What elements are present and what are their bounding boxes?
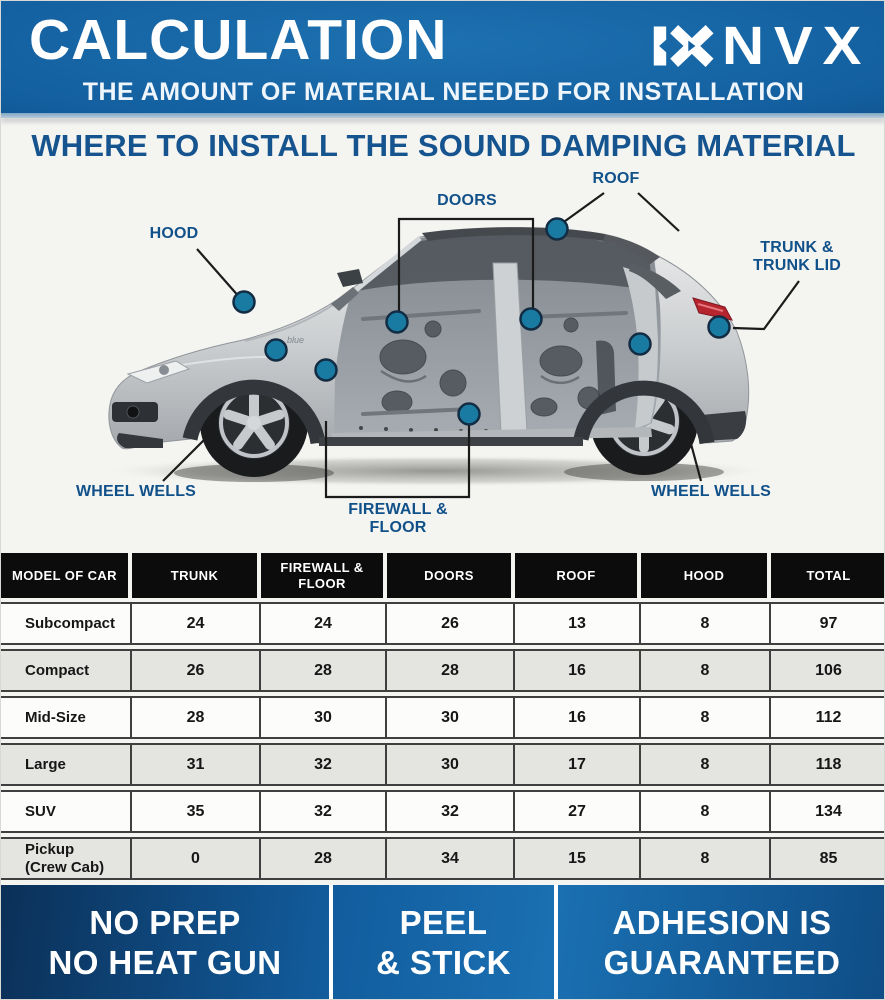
- value-cell: 112: [769, 698, 885, 737]
- value-cell: 8: [639, 651, 769, 690]
- section-title: WHERE TO INSTALL THE SOUND DAMPING MATERIAL: [31, 128, 856, 163]
- callout-line-roof-2: [638, 193, 679, 231]
- column-header-firewall-floor: FIREWALL & FLOOR: [261, 553, 383, 598]
- table-row-mid-size: [1, 696, 885, 739]
- dot-rear-wheel-arch: [630, 334, 651, 355]
- value-cell: 28: [259, 839, 385, 878]
- value-cell: 26: [385, 604, 513, 643]
- label-roof: ROOF: [592, 170, 640, 187]
- value-cell: 24: [130, 604, 259, 643]
- footer-panel-peel-stick: [333, 885, 554, 1000]
- table-header-row: [1, 553, 885, 598]
- header-subtitle: THE AMOUNT OF MATERIAL NEEDED FOR INSTALLATION: [82, 78, 805, 106]
- dot-roof: [547, 219, 568, 240]
- nvx-logo-icon: [652, 19, 714, 73]
- column-header-doors: DOORS: [387, 553, 511, 598]
- label-doors: DOORS: [437, 192, 497, 209]
- value-cell: 32: [385, 792, 513, 831]
- car-fender-badge: blue: [287, 335, 305, 345]
- callout-line-hood: [197, 249, 241, 299]
- value-cell: 8: [639, 792, 769, 831]
- model-cell: Large: [25, 755, 66, 773]
- dot-front-door: [387, 312, 408, 333]
- model-cell: Subcompact: [25, 614, 116, 632]
- dot-floor: [459, 404, 480, 425]
- label-wheel-wells-left: WHEEL WELLS: [75, 483, 197, 500]
- column-header-model: MODEL OF CAR: [1, 553, 128, 598]
- callout-line-trunk: [733, 281, 799, 329]
- column-header-trunk: TRUNK: [132, 553, 257, 598]
- dot-hood: [234, 292, 255, 313]
- table-row-compact: [1, 649, 885, 692]
- value-cell: 28: [130, 698, 259, 737]
- label-firewall-and-floor: [318, 501, 478, 537]
- value-cell: 27: [513, 792, 639, 831]
- label-trunk-line2: TRUNK LID: [752, 256, 841, 274]
- value-cell: 15: [513, 839, 639, 878]
- brand-logo: [652, 15, 872, 77]
- dot-front-wheel-arch: [266, 340, 287, 361]
- callout-line-roof-1: [561, 193, 604, 224]
- value-cell: 16: [513, 698, 639, 737]
- label-trunk-line1: TRUNK &: [760, 239, 834, 256]
- value-cell: 8: [639, 839, 769, 878]
- table-row-suv: [1, 790, 885, 833]
- model-line2: (Crew Cab): [25, 858, 105, 876]
- footer-banner: [1, 885, 885, 1000]
- label-trunk-and-trunk-lid: [717, 239, 877, 275]
- value-cell: 134: [769, 792, 885, 831]
- footer-text-line: GUARANTEED: [603, 944, 841, 981]
- label-firewall-line2: FLOOR: [369, 518, 427, 536]
- footer-text-line: ADHESION IS: [612, 904, 832, 942]
- column-header-roof: ROOF: [515, 553, 637, 598]
- footer-panel-adhesion: [558, 885, 885, 1000]
- value-cell: 17: [513, 745, 639, 784]
- value-cell: 8: [639, 698, 769, 737]
- material-table: [1, 553, 885, 884]
- car-diagram: [1, 171, 885, 553]
- car-body: [109, 227, 749, 449]
- value-cell: 30: [385, 698, 513, 737]
- dot-trunk: [709, 317, 730, 338]
- model-cell: Compact: [25, 661, 90, 679]
- value-cell: 16: [513, 651, 639, 690]
- value-cell: 34: [385, 839, 513, 878]
- value-cell: 118: [769, 745, 885, 784]
- footer-text-line: NO HEAT GUN: [48, 944, 282, 981]
- model-cell: SUV: [25, 802, 56, 820]
- value-cell: 28: [259, 651, 385, 690]
- label-hood: HOOD: [149, 225, 199, 242]
- model-line1: Pickup: [25, 841, 75, 859]
- value-cell: 8: [639, 745, 769, 784]
- value-cell: 30: [259, 698, 385, 737]
- column-header-hood: HOOD: [641, 553, 767, 598]
- table-row-subcompact: [1, 602, 885, 645]
- footer-text-line: PEEL: [399, 904, 488, 942]
- value-cell: 28: [385, 651, 513, 690]
- value-cell: 85: [769, 839, 885, 878]
- label-wheel-wells-right: WHEEL WELLS: [650, 483, 772, 500]
- footer-panel-no-prep: [1, 885, 329, 1000]
- value-cell: 106: [769, 651, 885, 690]
- value-cell: 35: [130, 792, 259, 831]
- value-cell: 30: [385, 745, 513, 784]
- value-cell: 26: [130, 651, 259, 690]
- value-cell: 31: [130, 745, 259, 784]
- model-cell: [1, 839, 130, 878]
- label-firewall-line1: FIREWALL &: [348, 501, 448, 518]
- model-cell: Mid-Size: [25, 708, 86, 726]
- value-cell: 97: [769, 604, 885, 643]
- dot-rear-door: [521, 309, 542, 330]
- header-banner: [1, 1, 885, 113]
- dot-firewall: [316, 360, 337, 381]
- column-header-total: TOTAL: [771, 553, 885, 598]
- value-cell: 13: [513, 604, 639, 643]
- page-title: CALCULATION: [29, 8, 448, 72]
- value-cell: 32: [259, 792, 385, 831]
- table-row-large: [1, 743, 885, 786]
- footer-text-line: & STICK: [376, 944, 511, 981]
- value-cell: 24: [259, 604, 385, 643]
- footer-text-line: NO PREP: [89, 904, 241, 942]
- brand-name: NVX: [721, 16, 872, 76]
- value-cell: 0: [130, 839, 259, 878]
- table-row-pickup: [1, 837, 885, 880]
- value-cell: 32: [259, 745, 385, 784]
- value-cell: 8: [639, 604, 769, 643]
